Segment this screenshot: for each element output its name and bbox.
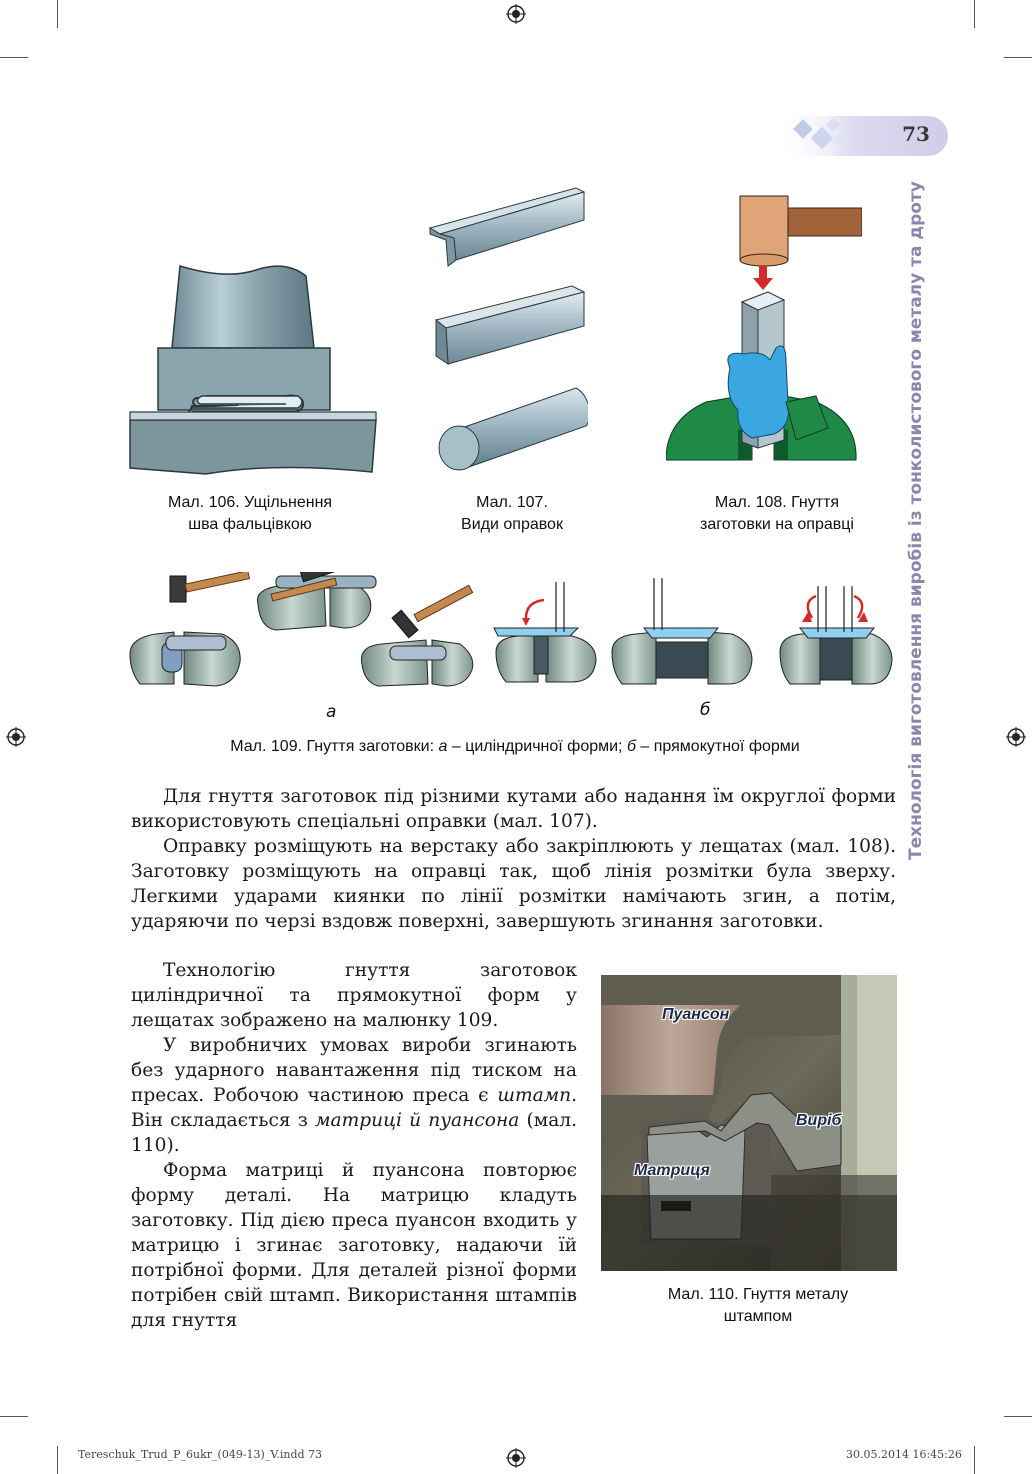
caption-text: Мал. 109. Гнуття заготовки: <box>230 738 439 755</box>
text-run-emphasis: штамп. <box>497 1085 577 1106</box>
side-section-title: Технологія виготовлення виробів із тонколистового металу та дроту <box>906 181 926 860</box>
caption-line: Види оправок <box>461 516 563 533</box>
fig109-a-step2 <box>257 572 376 630</box>
figure-109-label-b: б <box>700 700 711 720</box>
figure-108-caption <box>672 492 882 536</box>
caption-line: Мал. 110. Гнуття металу <box>667 1286 849 1303</box>
text-run: Він складається з <box>131 1110 316 1131</box>
figure-106-caption <box>140 492 360 536</box>
crop-mark <box>974 1446 975 1474</box>
figure-107-mandrels-illustration <box>426 186 588 476</box>
paragraph: Оправку розміщують на верстаку або закріплюють у лещатах (мал. 108). Заготовку розміщують на оправці так, щоб лінія розмітки була зверху. Легкими ударами киянки по лінії розмітки намічають згин, а потім, ударяючи по черзі вздовж поверхні, завершують згинання заготовки. <box>131 836 896 932</box>
figure-109-caption <box>160 736 870 758</box>
registration-mark-icon <box>1006 727 1026 747</box>
crop-mark <box>57 1446 58 1474</box>
figure-110-caption <box>610 1284 906 1328</box>
crop-mark <box>1004 57 1032 58</box>
paragraph <box>131 1033 577 1158</box>
caption-line: Мал. 108. Гнуття <box>714 494 840 511</box>
fig110-label-punch: Пуансон <box>662 1006 730 1023</box>
fig109-b-step2 <box>612 578 752 684</box>
figure-109-label-a: а <box>326 702 337 722</box>
caption-line: шва фальцівкою <box>188 516 312 533</box>
caption-line: штампом <box>723 1308 793 1325</box>
footer-file-name: Tereschuk_Trud_P_6ukr_(049-13)_V.indd 73 <box>78 1448 323 1461</box>
page-number: 73 <box>902 122 930 146</box>
caption-text: б <box>626 738 636 755</box>
body-text-column <box>131 958 577 1333</box>
registration-mark-icon <box>506 4 526 24</box>
paragraph: Для гнуття заготовок під різними кутами або надання їм округлої форми використовують спеціальні оправки (мал. 107). <box>131 786 896 832</box>
figure-108-bending-illustration <box>666 190 862 472</box>
fig109-a-step1 <box>130 572 249 686</box>
fig109-a-step3 <box>361 585 472 686</box>
paragraph: Форма матриці й пуансона повторює форму деталі. На матрицю кладуть заготовку. Під дією преса пуансон входить у матрицю і згинає заготовку, надаючи їй потрібної форми. Для деталей різної форми потрібен свій штамп. Використання штампів для гнуття <box>131 1160 577 1331</box>
fig110-label-product: Виріб <box>796 1112 842 1129</box>
fig109-b-step3 <box>780 586 892 684</box>
caption-line: Мал. 107. <box>476 494 548 511</box>
body-text-upper <box>131 784 896 934</box>
text-run: У виробничих умовах вироби згинають без ударного навантаження під тиском на пресах. Робочою частиною преса є <box>131 1035 577 1106</box>
crop-mark <box>1004 1416 1032 1417</box>
fig109-b-step1 <box>494 582 596 682</box>
registration-mark-icon <box>506 1448 526 1468</box>
crop-mark <box>57 0 58 28</box>
crop-mark <box>0 1416 28 1417</box>
registration-mark-icon <box>6 727 26 747</box>
caption-line: заготовки на оправці <box>700 516 854 533</box>
figure-109-bending-illustrations <box>126 572 896 698</box>
caption-text: а <box>438 738 448 755</box>
crop-mark <box>0 57 28 58</box>
caption-line: Мал. 106. Ущільнення <box>167 494 333 511</box>
paragraph: Технологію гнуття заготовок циліндричної та прямокутної форм у лещатах зображено на малюнку 109. <box>131 960 577 1031</box>
footer-date: 30.05.2014 16:45:26 <box>846 1448 962 1461</box>
caption-text: – прямокутної форми <box>635 738 800 755</box>
text-run-emphasis: матриці й пуансона <box>315 1110 520 1131</box>
figure-110-stamping-photo <box>601 975 897 1271</box>
caption-text: – циліндричної форми; <box>447 738 627 755</box>
fig110-label-die: Матриця <box>634 1162 710 1179</box>
crop-mark <box>974 0 975 28</box>
figure-106-seam-illustration <box>126 262 380 478</box>
figure-107-caption <box>432 492 592 536</box>
text-run: (мал. 110). <box>131 1110 578 1156</box>
